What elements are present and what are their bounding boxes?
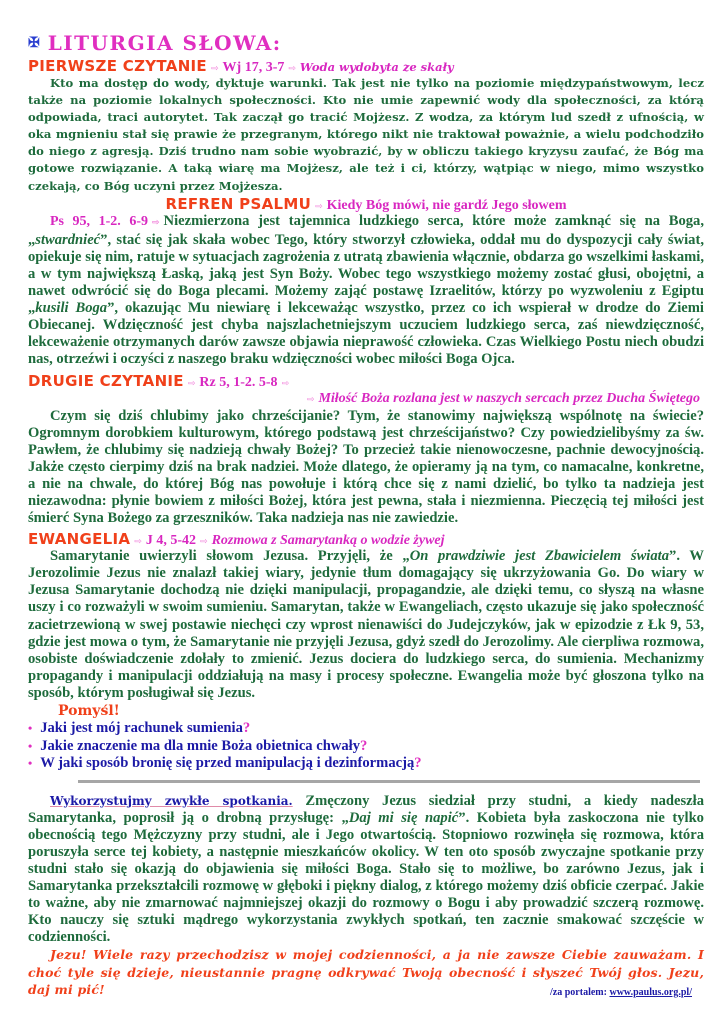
psalm-text (28, 213, 704, 369)
source-credit (528, 984, 692, 1001)
arrow-icon: ⇨ (187, 378, 196, 389)
section-label: DRUGIE CZYTANIE (28, 371, 184, 390)
meditation-quote: Daj mi się napić (348, 809, 459, 826)
psalm-quote: kusili Boga (35, 300, 108, 317)
gospel-text (28, 548, 704, 702)
question-item (28, 738, 704, 756)
psalm-text-part: Niezmierzona jest tajemnica ludzkiego serca, które może zamknąć się na Boga, „ (28, 212, 704, 248)
reading-subtitle: Rozmowa z Samarytanką o wodzie żywej (211, 533, 445, 549)
arrow-icon: ⇨ (210, 64, 219, 74)
psalm-header (28, 195, 704, 213)
question-mark: ? (360, 737, 368, 754)
question-mark: ? (414, 755, 422, 771)
arrow-icon: ⇨ (152, 217, 160, 228)
question-text: W jaki sposób bronię się przed manipulacją i dezinformacją (40, 755, 415, 771)
arrow-icon: ⇨ (288, 64, 296, 74)
section-label: PIERWSZE CZYTANIE (28, 57, 207, 75)
arrow-icon: ⇨ (306, 394, 315, 405)
arrow-icon: ⇨ (200, 537, 208, 548)
scripture-reference: J 4, 5-42 (145, 533, 197, 549)
bullet-icon: • (28, 756, 33, 770)
meditation-text-part: ”. Kobieta była zaskoczona nie tylko obecnością tego Mężczyzny przy studni, ale i Jego otwartością. Stopniowo rozwinęła się rozmowa, która poruszyła serce tej kobiety, a następnie mieszkańców okolicy. W ten oto sposób zwyczajne spotkanie przy studni stało się okazją do objawienia się miłości Boga. Stało się to możliwe, bo zarówno Jezus, jak i Samarytanka przekształcili rozmowę w głęboki i piękny dialog, z którego możemy dziś obficie czerpać. Jakie to ważne, aby nie zmarnować najmniejszej okazji do rozmowy o Bogu i aby prowadzić szczerą rozmowę. Kto nauczy się sztuki mądrego wykorzystania zwykłych spotkań, ten zacznie smakować szczęście w codzienności. (28, 809, 704, 946)
question-text: Jakie znaczenie ma dla mnie Boża obietnica chwały (40, 737, 361, 754)
gospel-text-part: Samarytanie uwierzyli słowom Jezusa. Przyjęli, że „ (50, 548, 410, 565)
psalm-text-part: ”, stać się jak skała wobec Tego, który stworzył człowieka, oddał mu do dyspozycji cały świat, opiekuje się nim, ratuje w sytuacjach zagrożenia z utratą zbawienia włącznie, obdarza go wszelkimi łaskami, a w tym największą Łaską, jaką jest Syn Boży. Wobec tego wszystkiego możemy zostać głusi, obojętni, a nawet odwrócić się do Boga plecami. Możemy zająć postawę Izraelitów, którzy po wyzwoleniu z Egiptu „ (28, 231, 704, 317)
section-label: REFREN PSALMU (165, 194, 312, 213)
scripture-reference: Wj 17, 3-7 (222, 60, 285, 75)
question-item (28, 720, 704, 738)
gospel-header (28, 530, 704, 548)
divider (78, 780, 700, 783)
section-label: EWANGELIA (28, 530, 131, 549)
reading-subtitle: Woda wydobyta ze skały (299, 60, 454, 74)
first-reading-text: Kto ma dostęp do wody, dyktuje warunki. Tak jest nie tylko na poziomie międzypaństwowym, lecz także na poziomie lokalnych społeczności. Kto nie umie zapewnić wody dla społeczności, za którą odpowiada, traci autorytet. Tak zaczął go tracić Mojżesz. Z wodza, za którym lud szedł z ufnością, w oka mgnieniu stał się prawie że przegranym, którego nikt nie traktował poważnie, a wielu podchodziło do niego z agresją. Dziś trudno nam sobie wyobrazić, by w obliczu takiego kryzysu zaufać, że Bóg ma gotowe rozwiązanie. A taką wiarę ma Mojżesz, ale też i ci, którzy, wątpiąc w niego, mimo wszystko czekają, co Bóg uczyni przez Mojżesza. (28, 76, 704, 193)
prayer-body: Jezu! Wiele razy przechodzisz w mojej codzienności, a ja nie zawsze Ciebie zauważam. I choć tyle się dzieje, nieustannie pragnę odkrywać Twoją obecność i słyszeć Twój głos. Jezu, daj mi pić! (28, 947, 704, 997)
source-prefix: /za portalem: (550, 986, 610, 998)
reflect-questions (28, 720, 704, 773)
question-text: Jaki jest mój rachunek sumienia (40, 720, 243, 736)
question-mark: ? (242, 720, 251, 736)
arrow-icon: ⇨ (281, 378, 290, 389)
reflect-heading: Pomyśl! (58, 703, 120, 719)
gospel-quote: On prawdziwie jest Zbawicielem świata (409, 548, 670, 565)
bullet-icon: • (28, 721, 33, 735)
meditation-lead: Wykorzystujmy zwykłe spotkania. (50, 793, 293, 808)
psalm-refrain: Kiedy Bóg mówi, nie gardź Jego słowem (326, 197, 567, 213)
arrow-icon: ⇨ (315, 201, 323, 212)
psalm-text-part: ”, okazując Mu niewiarę i lekceważąc wszystko, przez co ich wspierał w drodze do Ziemi Obiecanej. Wdzięczność jest chyba najszlachetniejszym uczuciem ludzkiego serca, zaś niewdzięczność, lekceważenie otrzymanych darów zawsze objawia nieprawość człowieka. Czas Wielkiego Postu niech obudzi nas, otrzeźwi i oczyści z naszego braku wdzięczności wobec miłości Boga Ojca. (28, 300, 704, 368)
title-row (28, 30, 704, 56)
second-reading-text: Czym się dziś chlubimy jako chrześcijanie? Tym, że stanowimy największą wspólnotę na świecie? Ogromnym dorobkiem kulturowym, którego podstawą jest chrześcijaństwo? Czy powiedzielibyśmy za św. Pawłem, że chlubimy się nadzieją chwały Bożej? To przecież takie nienowoczesne, pachnie dewocyjnością. Jakże często cierpimy dziś na brak nadziei. Może dlatego, że opieramy ją na tym, co namacalne, konkretne, a nie na chwale, do której Bóg nas powołuje i którą chce się z nami dzielić, bo tylko ta nadzieja jest niezawodna: płynie bowiem z miłości Bożej, która jest pewna, stała i niezmienna. Pieczęcią tej miłości jest śmierć Syna Bożego za grzeszników. Taka nadzieja nas nie zawiedzie. (28, 407, 704, 527)
arrow-icon: ⇨ (134, 537, 142, 548)
liturgy-page (28, 30, 704, 1001)
meditation-text-part: Zmęczony Jezus siedział przy studni, a kiedy nadeszła Samarytanka, poprosił ją o drobną przysługę: „ (28, 792, 704, 826)
reading-subtitle: Miłość Boża rozlana jest w naszych sercach przez Ducha Świętego (318, 390, 700, 406)
page-title: LITURGIA SŁOWA: (47, 31, 282, 55)
scripture-reference: Rz 5, 1-2. 5-8 (199, 374, 278, 390)
question-item (28, 755, 704, 773)
scripture-reference: Ps 95, 1-2. 6-9 (50, 213, 148, 229)
first-reading-header (28, 57, 704, 75)
cross-icon: ✠ (28, 35, 40, 51)
meditation-text (28, 793, 704, 947)
psalm-quote: stwardnieć (35, 231, 101, 248)
gospel-text-part: ”. W Jerozolimie Jezus nie znalazł takiej wiary, jedynie tłum domagający się ukrzyżowania Go. Do wiary w Jezusa Samarytanie dochodzą nie dzięki manipulacji, propagandzie, ale dzięki temu, co słyszą na własne uszy i co rozważyli w swoim sumieniu. Samarytan, także w Ewangeliach, często ukazuje się jako społeczność zacietrzewioną w swej postawie niechęci czy wprost nienawiści do Judejczyków, jak w epizodzie z Łk 9, 53, gdzie jest mowa o tym, że Samarytanie nie przyjęli Jezusa, gdyż szedł do Jerozolimy. Ale cierpliwa rozmowa, osobiste doświadczenie zdołały to zmienić. Jezus dociera do ludzkiego serca, do sumienia. Mechanizmy propagandy i manipulacji oddziałują na masy i procesy społeczne. Ewangelia może być głoszona tylko na sposób, którym posługiwał się Jezus. (28, 548, 704, 701)
prayer-text (28, 946, 704, 998)
bullet-icon: • (28, 738, 33, 753)
second-reading-subtitle-row (28, 390, 704, 408)
source-link[interactable]: www.paulus.org.pl/ (609, 986, 692, 998)
second-reading-header (28, 372, 704, 390)
